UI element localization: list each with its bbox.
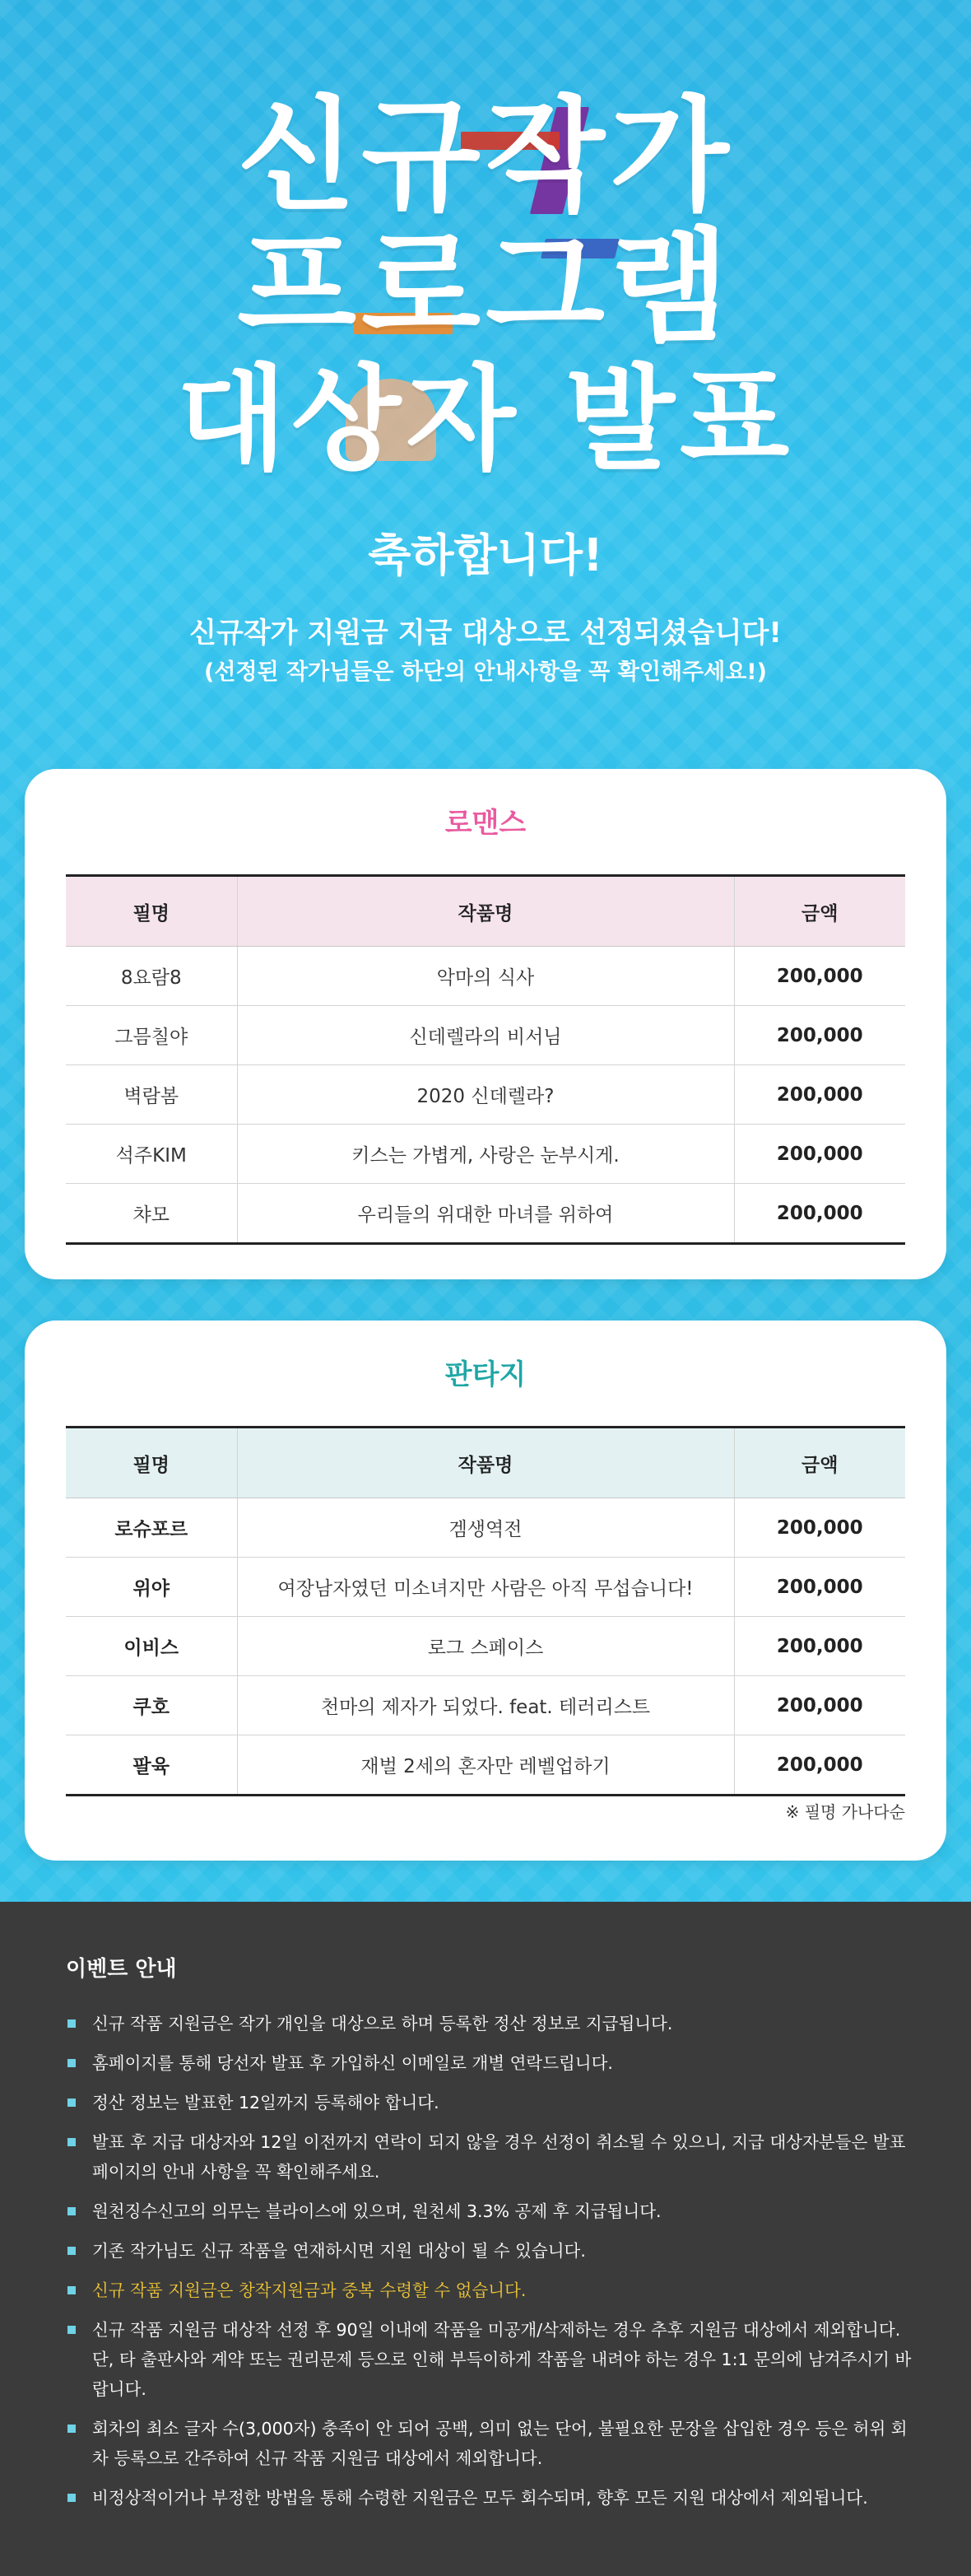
- title-line-3: 대상자 발표: [176, 353, 795, 486]
- sort-order-note: ※ 필명 가나다순: [785, 1802, 905, 1822]
- amount: 200,000: [734, 1498, 905, 1558]
- square-bullet-icon: [67, 2494, 76, 2502]
- list-item-text: 신규 작품 지원금은 창작지원금과 중복 수령할 수 없습니다.: [92, 2280, 527, 2300]
- selection-subnote: (선정된 작가님들은 하단의 안내사항을 꼭 확인해주세요!): [204, 659, 767, 685]
- square-bullet-icon: [67, 2099, 76, 2107]
- work-title: 악마의 식사: [237, 947, 734, 1006]
- congrats-heading: 축하합니다!: [368, 529, 603, 581]
- table-row: [66, 1558, 905, 1617]
- list-item-text: 발표 후 지급 대상자와 12일 이전까지 연락이 되지 않을 경우 선정이 취소될 수 있으니, 지급 대상자분들은 발표페이지의 안내 사항을 꼭 확인해주세요.: [92, 2132, 906, 2182]
- list-item-text: 원천징수신고의 의무는 블라이스에 있으며, 원천세 3.3% 공제 후 지급됩니다.: [92, 2201, 662, 2221]
- event-info-title: 이벤트 안내: [66, 1957, 177, 1982]
- title-line-2: 프로그램: [237, 217, 734, 360]
- fantasy-title: 판타지: [444, 1358, 527, 1391]
- work-title: 로그 스페이스: [237, 1617, 734, 1676]
- event-info-section: [0, 1902, 971, 2576]
- amount: 200,000: [734, 1184, 905, 1244]
- list-item-text: 홈페이지를 통해 당선자 발표 후 가입하신 이메일로 개별 연락드립니다.: [92, 2053, 613, 2073]
- square-bullet-icon: [67, 2425, 76, 2433]
- pen-name: 벽람봄: [66, 1065, 237, 1125]
- square-bullet-icon: [67, 2326, 76, 2334]
- work-title: 2020 신데렐라?: [237, 1065, 734, 1125]
- work-title: 재벌 2세의 혼자만 레벨업하기: [237, 1735, 734, 1796]
- pen-name: 챠모: [132, 1204, 170, 1226]
- pen-name: 그믐칠야: [66, 1006, 237, 1065]
- list-item: [66, 2414, 922, 2473]
- table-row: [66, 1065, 905, 1125]
- square-bullet-icon: [67, 2207, 76, 2215]
- fantasy-card: [25, 1321, 946, 1861]
- list-item: [66, 2483, 922, 2513]
- list-item: [66, 2196, 922, 2226]
- work-title: 키스는 가볍게, 사랑은 눈부시게.: [237, 1125, 734, 1184]
- square-bullet-icon: [67, 2247, 76, 2255]
- table-row: [66, 1184, 905, 1244]
- list-item: [66, 2236, 922, 2266]
- table-row: [66, 1498, 905, 1558]
- square-bullet-icon: [67, 2059, 76, 2067]
- romance-table: [66, 874, 905, 1245]
- romance-title: 로맨스: [444, 807, 527, 840]
- title-line-1: 신규작가: [237, 85, 734, 228]
- work-title: 신데렐라의 비서님: [237, 1006, 734, 1065]
- list-item-text: 신규 작품 지원금은 작가 개인을 대상으로 하며 등록한 정산 정보로 지급됩니다.: [92, 2014, 673, 2033]
- amount: 200,000: [734, 947, 905, 1006]
- list-item: [66, 2315, 922, 2404]
- header-pen-name: 필명: [66, 1428, 237, 1498]
- table-row: [66, 1617, 905, 1676]
- event-info-list: [66, 2009, 922, 2522]
- table-header-row: [66, 876, 905, 947]
- header-amount: 금액: [734, 876, 905, 947]
- list-item-text: 비정상적이거나 부정한 방법을 통해 수령한 지원금은 모두 회수되며, 향후 모든 지원 대상에서 제외됩니다.: [92, 2488, 868, 2508]
- list-item-text: 기존 작가님도 신규 작품을 연재하시면 지원 대상이 될 수 있습니다.: [92, 2241, 586, 2261]
- pen-name: 8요람8: [66, 947, 237, 1006]
- romance-card: [25, 769, 946, 1279]
- amount: 200,000: [734, 1617, 905, 1676]
- table-header-row: [66, 1428, 905, 1498]
- list-item-text: 신규 작품 지원금 대상작 선정 후 90일 이내에 작품을 미공개/삭제하는 경우 추후 지원금 대상에서 제외합니다. 단, 타 출판사와 계약 또는 권리문제 등으로 인해 부득이하게 작품을 내려야 하는 경우 1:1 문의에 남겨주시기 바랍니다.: [92, 2320, 912, 2399]
- header-pen-name: 필명: [66, 876, 237, 947]
- list-item-text: 정산 정보는 발표한 12일까지 등록해야 합니다.: [92, 2093, 439, 2113]
- header-amount: 금액: [734, 1428, 905, 1498]
- list-item: [66, 2048, 922, 2078]
- amount: 200,000: [734, 1735, 905, 1796]
- square-bullet-icon: [67, 2138, 76, 2146]
- pen-name: 팔육: [132, 1756, 170, 1777]
- amount: 200,000: [734, 1125, 905, 1184]
- table-row: [66, 947, 905, 1006]
- selection-subtitle: 신규작가 지원금 지급 대상으로 선정되셨습니다!: [189, 617, 782, 650]
- fantasy-table: [66, 1426, 905, 1796]
- square-bullet-icon: [67, 2019, 76, 2028]
- header-work-title: 작품명: [237, 1428, 734, 1498]
- list-item: [66, 2088, 922, 2117]
- pen-name: 석주KIM: [66, 1125, 237, 1184]
- list-item: [66, 2127, 922, 2187]
- square-bullet-icon: [67, 2286, 76, 2294]
- work-title: 우리들의 위대한 마녀를 위하여: [237, 1184, 734, 1244]
- pen-name: 쿠호: [66, 1676, 237, 1735]
- amount: 200,000: [734, 1065, 905, 1125]
- amount: 200,000: [734, 1558, 905, 1617]
- table-row: [66, 1735, 905, 1796]
- work-title: 천마의 제자가 되었다. feat. 테러리스트: [237, 1676, 734, 1735]
- table-row: [66, 1676, 905, 1735]
- amount: 200,000: [734, 1006, 905, 1065]
- list-item: [66, 2009, 922, 2038]
- table-row: [66, 1125, 905, 1184]
- pen-name: 위야: [66, 1558, 237, 1617]
- work-title: 겜생역전: [237, 1498, 734, 1558]
- table-row: [66, 1006, 905, 1065]
- list-item-warning: [66, 2276, 922, 2305]
- list-item-text: 회차의 최소 글자 수(3,000자) 충족이 안 되어 공백, 의미 없는 단어, 불필요한 문장을 삽입한 경우 등은 허위 회차 등록으로 간주하여 신규 작품 지원금 대상에서 제외합니다.: [92, 2419, 908, 2468]
- header-work-title: 작품명: [237, 876, 734, 947]
- amount: 200,000: [734, 1676, 905, 1735]
- pen-name: 이비스: [66, 1617, 237, 1676]
- pen-name: 로슈포르: [66, 1498, 237, 1558]
- work-title: 여장남자였던 미소녀지만 사람은 아직 무섭습니다!: [237, 1558, 734, 1617]
